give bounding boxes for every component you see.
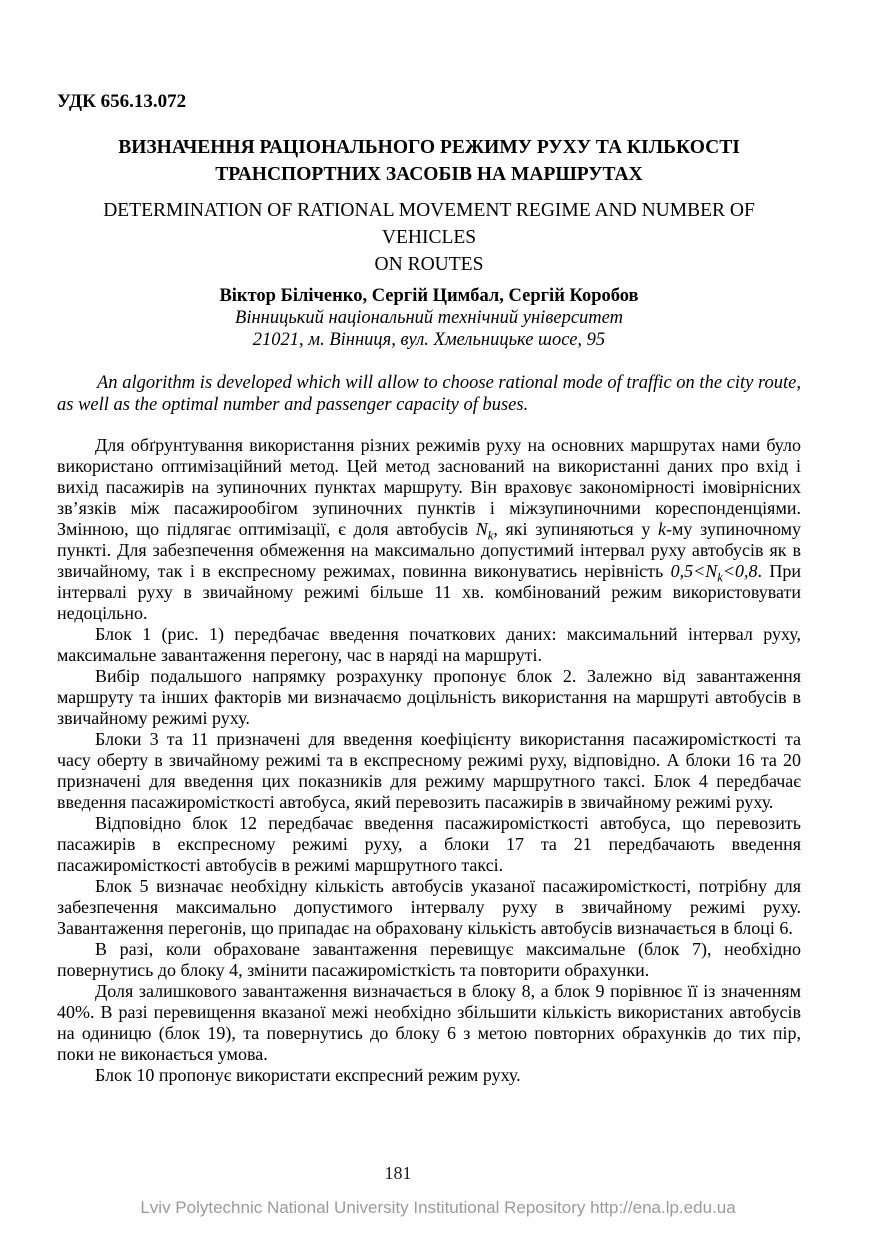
body-paragraph: Блок 5 визначає необхідну кількість автобусів указаної пасажиромісткості, потрібну для забезпечення максимально допустимого інтервалу руху в звичайному режимі руху. Завантаження перегонів, що припадає на обраховану кількість автобусів визначається в блоці 6. <box>57 875 801 938</box>
page-number: 181 <box>384 1163 412 1183</box>
body-paragraph: Блоки 3 та 11 призначені для введення коефіцієнту використання пасажиромісткості та часу оберту в звичайному режимі та в експресному режимі руху, відповідно. А блоки 16 та 20 призначені для введення цих показників для режиму маршрутного таксі. Блок 4 передбачає введення пасажиромісткості автобуса, який перевозить пасажирів в звичайному режимі руху. <box>57 728 801 812</box>
page-content <box>57 92 801 1086</box>
body-paragraph: Відповідно блок 12 передбачає введення пасажиромісткості автобуса, що перевозить пасажирів в експресному режимі руху, а блоки 17 та 21 передбачають введення пасажиромісткості автобусів в режимі маршрутного таксі. <box>57 812 801 875</box>
title-english <box>57 197 801 278</box>
body-paragraph: Доля залишкового завантаження визначається в блоку 8, а блок 9 порівнює її із значенням 40%. В разі перевищення вказаної межі необхідно збільшити кількість використаних автобусів на одиницю (блок 19), та повернутись до блоку 6 з метою повторних обрахунків до тих пір, поки не виконається умова. <box>57 980 801 1064</box>
abstract-text: An algorithm is developed which will allow to choose rational mode of traffic on the city route, as well as the optimal number and passenger capacity of buses. <box>57 373 801 415</box>
affiliation-line: Вінницький національний технічний університет <box>235 308 623 328</box>
title-ukrainian-line2: ТРАНСПОРТНИХ ЗАСОБІВ НА МАРШРУТАХ <box>215 164 643 185</box>
title-english-line1: DETERMINATION OF RATIONAL MOVEMENT REGIME AND NUMBER OF VEHICLES <box>103 200 755 248</box>
body-paragraph: Блок 10 пропонує використати експресний режим руху. <box>95 1064 521 1085</box>
udc-code: УДК 656.13.072 <box>57 91 187 112</box>
repository-footer: Lviv Polytechnic National University Institutional Repository http://ena.lp.edu.ua <box>140 1198 736 1217</box>
title-ukrainian-line1: ВИЗНАЧЕННЯ РАЦІОНАЛЬНОГО РЕЖИМУ РУХУ ТА КІЛЬКОСТІ <box>118 137 740 158</box>
body-paragraph: Для обґрунтування використання різних режимів руху на основних маршрутах нами було використано оптимізаційний метод. Цей метод заснований на використанні даних про вхід і вихід пасажирів на зупиночних пунктах маршруту. Він враховує закономірності імовірнісних зв’язків між пасажирообігом зупиночних пунктів і міжзупиночними кореспонденціями. Змінною, що підлягає оптимізації, є доля автобусів $N_k$, які зупиняються у k-му зупиночному пункті. Для забезпечення обмеження на максимально допустимий інтервал руху автобусів як в звичайному, так і в експресному режимах, повинна виконуватись нерівність $0,5<N_k<0,8$. При інтервалі руху в звичайному режимі більше 11 хв. комбінований режим використовувати недоцільно. <box>57 434 801 623</box>
body-paragraph: В разі, коли обраховане завантаження перевищує максимальне (блок 7), необхідно повернутись до блоку 4, змінити пасажиромісткість та повторити обрахунки. <box>57 938 801 980</box>
body-paragraphs <box>57 435 801 1086</box>
address-line: 21021, м. Вінниця, вул. Хмельницьке шосе, 95 <box>252 330 606 350</box>
body-paragraph: Блок 1 (рис. 1) передбачає введення початкових даних: максимальний інтервал руху, максимальне завантаження перегону, час в наряді на маршруті. <box>57 623 801 665</box>
title-english-line2: ON ROUTES <box>374 254 484 275</box>
title-ukrainian <box>57 134 801 188</box>
authors-line: Віктор Біліченко, Сергій Цимбал, Сергій Коробов <box>219 286 639 306</box>
body-paragraph: Вибір подальшого напрямку розрахунку пропонує блок 2. Залежно від завантаження маршруту та інших факторів ми визначаємо доцільність використання на маршруті автобусів в звичайному режимі руху. <box>57 665 801 728</box>
